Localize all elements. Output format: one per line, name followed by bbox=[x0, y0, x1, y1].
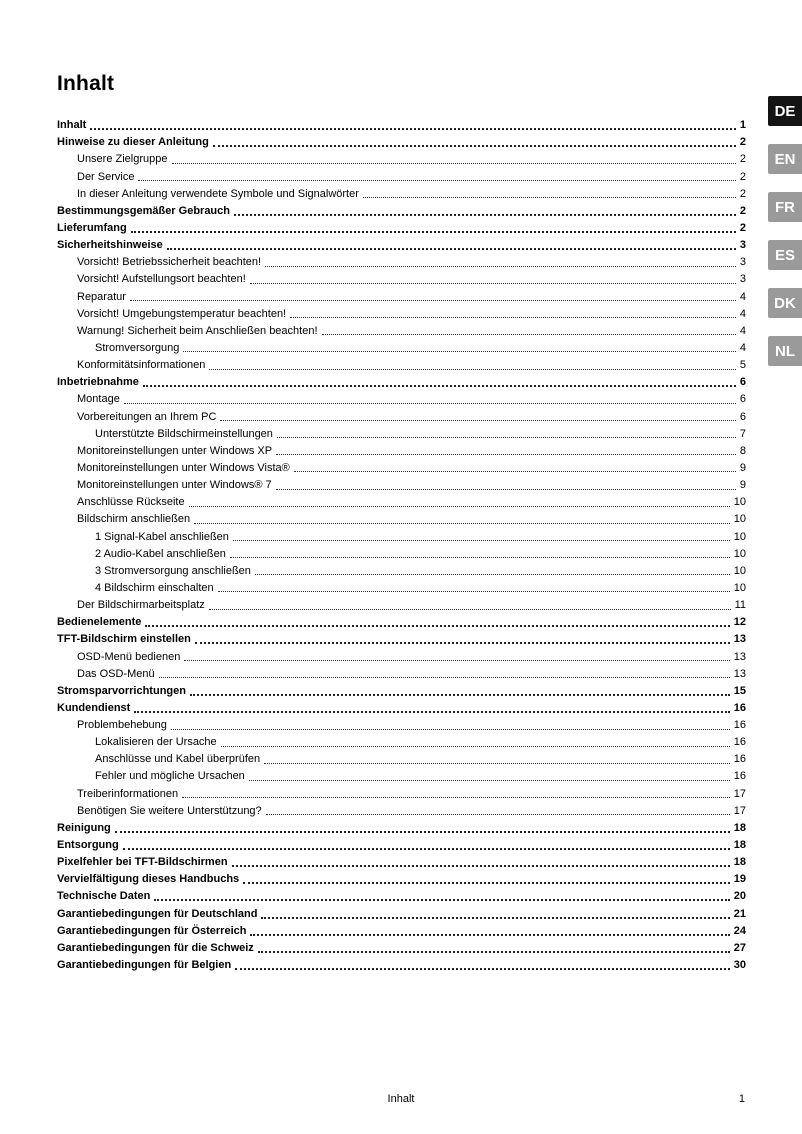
dotted-leader bbox=[294, 471, 736, 472]
toc-entry-label: Monitoreinstellungen unter Windows Vista® bbox=[77, 461, 290, 474]
toc-entry-label: OSD-Menü bedienen bbox=[77, 650, 181, 663]
toc-entry-page-number: 3 bbox=[739, 239, 746, 252]
toc-entry-label: Montage bbox=[77, 393, 120, 406]
dotted-leader bbox=[255, 574, 730, 575]
toc-entry-page-number: 16 bbox=[733, 719, 746, 732]
toc-entry-page-number: 6 bbox=[739, 410, 746, 423]
footer-page-number: 1 bbox=[738, 1093, 745, 1105]
toc-entry-page-number: 12 bbox=[733, 616, 746, 629]
toc-entry bbox=[57, 938, 746, 955]
toc-entry bbox=[57, 115, 746, 132]
toc-entry bbox=[57, 458, 746, 475]
toc-entry-page-number: 2 bbox=[739, 136, 746, 149]
toc-entry bbox=[57, 372, 746, 389]
toc-entry bbox=[57, 441, 746, 458]
language-tab-strip bbox=[768, 96, 802, 366]
toc-entry bbox=[57, 132, 746, 149]
toc-entry-page-number: 13 bbox=[733, 650, 746, 663]
toc-entry bbox=[57, 424, 746, 441]
dotted-leader bbox=[159, 677, 730, 678]
dotted-leader bbox=[290, 317, 736, 318]
dotted-leader bbox=[130, 300, 736, 301]
toc-entry-label: Inhalt bbox=[57, 119, 87, 132]
toc-entry-label: Entsorgung bbox=[57, 839, 119, 852]
toc-entry bbox=[57, 252, 746, 269]
toc-entry-label: Anschlüsse Rückseite bbox=[77, 496, 185, 509]
dotted-leader bbox=[182, 797, 730, 798]
toc-entry-label: Vorsicht! Aufstellungsort beachten! bbox=[77, 273, 246, 286]
dotted-leader bbox=[154, 899, 729, 901]
toc-entry-page-number: 2 bbox=[739, 204, 746, 217]
toc-entry-page-number: 19 bbox=[733, 873, 746, 886]
toc-entry-label: Monitoreinstellungen unter Windows® 7 bbox=[77, 479, 272, 492]
toc-entry bbox=[57, 818, 746, 835]
dotted-leader bbox=[124, 403, 736, 404]
dotted-leader bbox=[243, 882, 730, 884]
page-footer bbox=[57, 1093, 745, 1109]
dotted-leader bbox=[261, 917, 729, 919]
toc-entry bbox=[57, 595, 746, 612]
toc-entry bbox=[57, 835, 746, 852]
language-tab-en: EN bbox=[768, 144, 802, 174]
toc-entry bbox=[57, 801, 746, 818]
dotted-leader bbox=[266, 814, 730, 815]
toc-entry-label: Lokalisieren der Ursache bbox=[95, 736, 217, 749]
toc-entry-page-number: 11 bbox=[734, 599, 746, 612]
toc-entry bbox=[57, 732, 746, 749]
toc-entry bbox=[57, 544, 746, 561]
toc-entry bbox=[57, 715, 746, 732]
dotted-leader bbox=[123, 848, 730, 850]
toc-entry bbox=[57, 218, 746, 235]
toc-entry bbox=[57, 269, 746, 286]
toc-entry bbox=[57, 235, 746, 252]
toc-entry-page-number: 27 bbox=[733, 941, 746, 954]
toc-entry-label: Der Service bbox=[77, 170, 135, 183]
toc-entry bbox=[57, 166, 746, 183]
toc-entry-label: Vorbereitungen an Ihrem PC bbox=[77, 410, 217, 423]
toc-entry bbox=[57, 921, 746, 938]
dotted-leader bbox=[322, 334, 736, 335]
toc-entry-page-number: 10 bbox=[733, 530, 746, 543]
toc-entry-page-number: 18 bbox=[733, 856, 746, 869]
toc-entry-label: Garantiebedingungen für die Schweiz bbox=[57, 941, 254, 954]
toc-entry-page-number: 30 bbox=[733, 959, 746, 972]
toc-entry-page-number: 9 bbox=[739, 479, 746, 492]
toc-entry-label: Konformitätsinformationen bbox=[77, 359, 206, 372]
toc-entry-page-number: 10 bbox=[733, 496, 746, 509]
toc-entry bbox=[57, 149, 746, 166]
toc-entry-label: Hinweise zu dieser Anleitung bbox=[57, 136, 209, 149]
dotted-leader bbox=[184, 660, 729, 661]
dotted-leader bbox=[167, 248, 736, 250]
toc-entry bbox=[57, 321, 746, 338]
dotted-leader bbox=[209, 609, 731, 610]
toc-entry bbox=[57, 338, 746, 355]
toc-entry-label: Reparatur bbox=[77, 290, 126, 303]
toc-entry-label: Monitoreinstellungen unter Windows XP bbox=[77, 444, 273, 457]
toc-entry-page-number: 20 bbox=[733, 890, 746, 903]
toc-entry-label: Bedienelemente bbox=[57, 616, 142, 629]
toc-entry-label: Treiberinformationen bbox=[77, 787, 179, 800]
language-tab-fr: FR bbox=[768, 192, 802, 222]
toc-entry-page-number: 6 bbox=[739, 376, 746, 389]
dotted-leader bbox=[138, 180, 735, 181]
dotted-leader bbox=[189, 506, 730, 507]
dotted-leader bbox=[172, 163, 736, 164]
dotted-leader bbox=[134, 711, 729, 713]
toc-entry-label: Garantiebedingungen für Belgien bbox=[57, 959, 232, 972]
toc-entry-label: Problembehebung bbox=[77, 719, 167, 732]
language-tab-nl: NL bbox=[768, 336, 802, 366]
toc-entry-label: Reinigung bbox=[57, 821, 111, 834]
toc-entry bbox=[57, 646, 746, 663]
toc-entry-label: Stromversorgung bbox=[95, 341, 180, 354]
dotted-leader bbox=[115, 831, 730, 833]
toc-entry bbox=[57, 406, 746, 423]
toc-entry-page-number: 16 bbox=[733, 770, 746, 783]
footer-section-label: Inhalt bbox=[387, 1093, 415, 1105]
toc-entry-label: Inbetriebnahme bbox=[57, 376, 139, 389]
toc-entry-page-number: 6 bbox=[739, 393, 746, 406]
dotted-leader bbox=[265, 266, 736, 267]
toc-entry-page-number: 18 bbox=[733, 821, 746, 834]
toc-entry-page-number: 8 bbox=[739, 444, 746, 457]
toc-entry bbox=[57, 184, 746, 201]
toc-entry-page-number: 2 bbox=[739, 153, 746, 166]
toc-entry-page-number: 13 bbox=[733, 667, 746, 680]
dotted-leader bbox=[131, 231, 736, 233]
toc-entry-page-number: 17 bbox=[733, 804, 746, 817]
toc-entry-label: Fehler und mögliche Ursachen bbox=[95, 770, 245, 783]
toc-entry bbox=[57, 852, 746, 869]
toc-entry bbox=[57, 286, 746, 303]
toc-entry-label: Vorsicht! Umgebungstemperatur beachten! bbox=[77, 307, 287, 320]
toc-entry bbox=[57, 869, 746, 886]
dotted-leader bbox=[249, 780, 730, 781]
toc-entry-page-number: 10 bbox=[733, 547, 746, 560]
toc-entry bbox=[57, 475, 746, 492]
dotted-leader bbox=[194, 523, 730, 524]
dotted-leader bbox=[276, 489, 736, 490]
toc-entry-page-number: 24 bbox=[733, 924, 746, 937]
toc-entry-page-number: 2 bbox=[739, 187, 746, 200]
toc-entry-label: 3 Stromversorgung anschließen bbox=[95, 564, 251, 577]
dotted-leader bbox=[90, 128, 736, 130]
dotted-leader bbox=[143, 385, 736, 387]
dotted-leader bbox=[232, 865, 730, 867]
toc-entry bbox=[57, 612, 746, 629]
toc-entry-label: Vervielfältigung dieses Handbuchs bbox=[57, 873, 240, 886]
toc-entry bbox=[57, 389, 746, 406]
toc-entry-label: In dieser Anleitung verwendete Symbole und Signalwörter bbox=[77, 187, 359, 200]
toc-entry-page-number: 1 bbox=[739, 119, 746, 132]
toc-entry-page-number: 3 bbox=[739, 273, 746, 286]
toc-entry bbox=[57, 886, 746, 903]
toc-entry-page-number: 4 bbox=[739, 324, 746, 337]
dotted-leader bbox=[220, 420, 735, 421]
toc-entry-label: Benötigen Sie weitere Unterstützung? bbox=[77, 804, 262, 817]
toc-entry bbox=[57, 526, 746, 543]
toc-entry-label: 1 Signal-Kabel anschließen bbox=[95, 530, 229, 543]
dotted-leader bbox=[145, 625, 729, 627]
toc-entry bbox=[57, 955, 746, 972]
dotted-leader bbox=[209, 369, 735, 370]
toc-entry-page-number: 21 bbox=[733, 907, 746, 920]
dotted-leader bbox=[171, 729, 730, 730]
toc-entry-page-number: 18 bbox=[733, 839, 746, 852]
dotted-leader bbox=[195, 642, 730, 644]
toc-entry-page-number: 16 bbox=[733, 736, 746, 749]
toc-entry-label: Das OSD-Menü bbox=[77, 667, 155, 680]
toc-entry bbox=[57, 698, 746, 715]
dotted-leader bbox=[218, 591, 730, 592]
toc-entry-page-number: 3 bbox=[739, 256, 746, 269]
language-tab-es: ES bbox=[768, 240, 802, 270]
dotted-leader bbox=[277, 437, 736, 438]
toc-entry bbox=[57, 903, 746, 920]
dotted-leader bbox=[258, 951, 730, 953]
toc-entry-label: Sicherheitshinweise bbox=[57, 239, 163, 252]
dotted-leader bbox=[234, 214, 736, 216]
toc-entry bbox=[57, 629, 746, 646]
toc-entry-label: Der Bildschirmarbeitsplatz bbox=[77, 599, 205, 612]
toc-entry-label: Bildschirm anschließen bbox=[77, 513, 191, 526]
toc-entry-page-number: 7 bbox=[739, 427, 746, 440]
toc-entry-page-number: 5 bbox=[739, 359, 746, 372]
toc-entry bbox=[57, 492, 746, 509]
toc-entry-page-number: 16 bbox=[733, 753, 746, 766]
toc-entry-label: Vorsicht! Betriebssicherheit beachten! bbox=[77, 256, 262, 269]
toc-entry-page-number: 2 bbox=[739, 221, 746, 234]
toc-entry bbox=[57, 749, 746, 766]
toc-entry bbox=[57, 664, 746, 681]
toc-entry bbox=[57, 355, 746, 372]
toc-entry-page-number: 13 bbox=[733, 633, 746, 646]
language-tab-dk: DK bbox=[768, 288, 802, 318]
toc-entry-label: Pixelfehler bei TFT-Bildschirmen bbox=[57, 856, 228, 869]
toc-entry bbox=[57, 783, 746, 800]
dotted-leader bbox=[235, 968, 730, 970]
toc-entry bbox=[57, 201, 746, 218]
toc-entry-label: Warnung! Sicherheit beim Anschließen beachten! bbox=[77, 324, 318, 337]
dotted-leader bbox=[221, 746, 730, 747]
toc-entry-label: 4 Bildschirm einschalten bbox=[95, 581, 214, 594]
toc-entry-label: Unterstützte Bildschirmeinstellungen bbox=[95, 427, 273, 440]
dotted-leader bbox=[213, 145, 736, 147]
toc-list bbox=[57, 115, 746, 972]
toc-entry-page-number: 15 bbox=[733, 684, 746, 697]
toc-entry-label: Kundendienst bbox=[57, 701, 131, 714]
toc-entry-page-number: 9 bbox=[739, 461, 746, 474]
toc-entry-page-number: 17 bbox=[733, 787, 746, 800]
toc-entry-label: Lieferumfang bbox=[57, 221, 127, 234]
dotted-leader bbox=[264, 763, 730, 764]
dotted-leader bbox=[250, 934, 729, 936]
dotted-leader bbox=[363, 197, 736, 198]
language-tab-de: DE bbox=[768, 96, 802, 126]
toc-entry-label: Technische Daten bbox=[57, 890, 151, 903]
toc-entry-page-number: 4 bbox=[739, 307, 746, 320]
toc-entry bbox=[57, 561, 746, 578]
toc-entry-label: 2 Audio-Kabel anschließen bbox=[95, 547, 226, 560]
dotted-leader bbox=[233, 540, 730, 541]
toc-entry-label: Stromsparvorrichtungen bbox=[57, 684, 186, 697]
toc-entry bbox=[57, 509, 746, 526]
dotted-leader bbox=[250, 283, 736, 284]
dotted-leader bbox=[190, 694, 730, 696]
toc-entry bbox=[57, 681, 746, 698]
dotted-leader bbox=[276, 454, 736, 455]
toc-entry bbox=[57, 304, 746, 321]
toc-entry-label: Bestimmungsgemäßer Gebrauch bbox=[57, 204, 230, 217]
toc-entry-label: Unsere Zielgruppe bbox=[77, 153, 168, 166]
toc-entry-label: Garantiebedingungen für Österreich bbox=[57, 924, 247, 937]
toc-entry-label: Anschlüsse und Kabel überprüfen bbox=[95, 753, 261, 766]
toc-entry-page-number: 16 bbox=[733, 701, 746, 714]
toc-entry-page-number: 2 bbox=[739, 170, 746, 183]
page-title: Inhalt bbox=[57, 72, 115, 95]
toc-entry-page-number: 10 bbox=[733, 564, 746, 577]
toc-entry-label: TFT-Bildschirm einstellen bbox=[57, 633, 191, 646]
dotted-leader bbox=[230, 557, 730, 558]
dotted-leader bbox=[183, 351, 736, 352]
toc-entry-page-number: 4 bbox=[739, 290, 746, 303]
toc-entry bbox=[57, 578, 746, 595]
toc-entry-label: Garantiebedingungen für Deutschland bbox=[57, 907, 258, 920]
toc-entry-page-number: 10 bbox=[733, 581, 746, 594]
toc-entry-page-number: 4 bbox=[739, 341, 746, 354]
toc-entry bbox=[57, 766, 746, 783]
toc-entry-page-number: 10 bbox=[733, 513, 746, 526]
